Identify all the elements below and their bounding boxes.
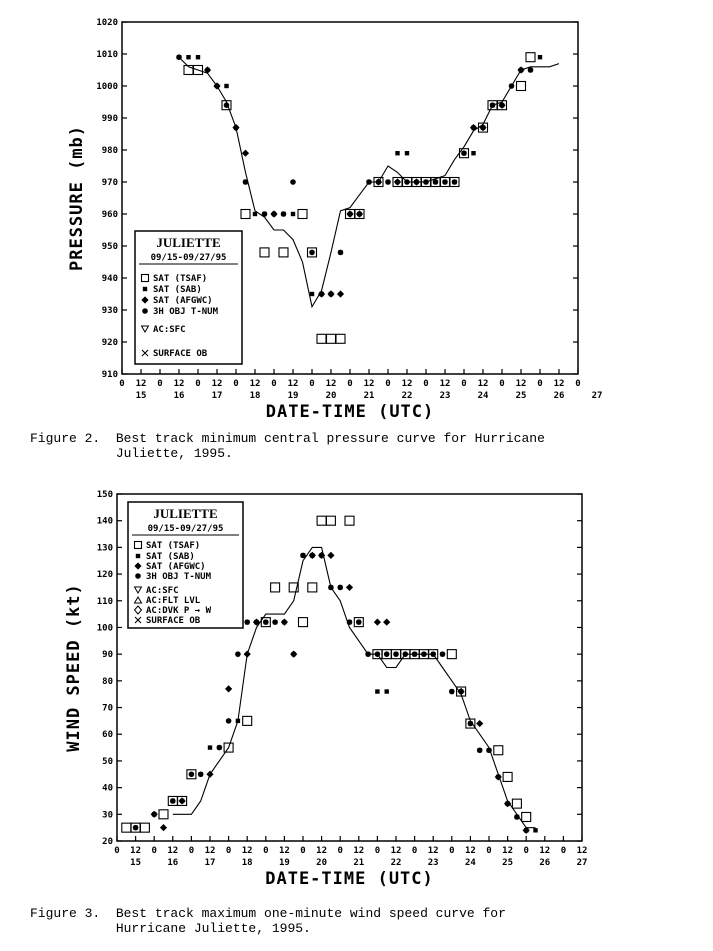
y-tick-label: 950 (101, 242, 118, 252)
x-tick-label-hour: 12 (553, 379, 565, 389)
x-tick-label-hour: 0 (309, 379, 315, 389)
tnum-marker (319, 291, 325, 297)
x-tick-label-day: 27 (576, 858, 588, 868)
x-tick-label-hour: 12 (515, 379, 527, 389)
x-tick-label-hour: 0 (195, 379, 201, 389)
legend-entry-label: SAT (AFGWC) (153, 296, 213, 306)
y-tick-label: 60 (102, 730, 113, 741)
sab-marker (395, 151, 399, 155)
tnum-marker (499, 102, 505, 108)
y-tick-label: 910 (101, 370, 118, 380)
tnum-marker (449, 689, 455, 695)
x-tick-label-hour: 12 (173, 379, 185, 389)
afgwc-marker (346, 584, 353, 591)
tnum-marker (319, 553, 325, 559)
tnum-marker (300, 553, 306, 559)
tnum-marker (468, 721, 474, 727)
legend-entry-label: SAT (AFGWC) (146, 562, 206, 572)
x-tick-label-day: 27 (591, 391, 603, 401)
x-tick-label-hour: 12 (278, 846, 290, 856)
tnum-marker (272, 619, 278, 625)
x-tick-label-hour: 0 (449, 846, 455, 856)
x-tick-label-hour: 0 (385, 379, 391, 389)
tsaf-marker (503, 772, 512, 781)
tnum-marker (337, 585, 343, 591)
y-tick-label: 110 (96, 596, 113, 607)
tnum-marker (235, 651, 241, 657)
x-tick-label-hour: 12 (353, 846, 365, 856)
y-tick-label: 30 (102, 810, 113, 821)
x-tick-label-hour: 0 (114, 846, 120, 856)
tsaf-marker (327, 334, 336, 343)
x-tick-label-hour: 12 (401, 379, 413, 389)
x-tick-label-hour: 0 (560, 846, 567, 856)
tnum-marker (233, 125, 239, 131)
x-tick-label-hour: 0 (523, 846, 529, 856)
y-tick-label: 920 (101, 338, 118, 348)
sab-marker (533, 828, 537, 832)
x-tick-label-hour: 0 (537, 379, 543, 389)
x-tick-label-hour: 0 (347, 379, 353, 389)
y-tick-label: 40 (102, 783, 113, 794)
x-tick-label-hour: 12 (241, 846, 253, 856)
x-tick-label-hour: 0 (486, 846, 492, 856)
x-tick-label-day: 16 (173, 391, 185, 401)
sab-marker (236, 719, 240, 723)
tnum-marker (226, 718, 232, 724)
tnum-marker (442, 179, 448, 185)
y-tick-label: 1000 (96, 82, 118, 92)
y-tick-label: 100 (96, 623, 113, 634)
sab-marker (196, 55, 200, 59)
legend-entry-label: 3H OBJ T-NUM (153, 307, 219, 317)
x-tick-label-hour: 12 (502, 846, 514, 856)
tnum-marker (452, 179, 458, 185)
tsaf-marker (122, 823, 131, 832)
x-tick-label-day: 25 (515, 391, 527, 401)
y-tick-label: 70 (102, 703, 113, 714)
tsaf-marker (308, 583, 317, 592)
tnum-marker (385, 179, 391, 185)
x-tick-label-day: 21 (363, 391, 375, 401)
tnum-marker (505, 801, 511, 807)
x-tick-label-day: 26 (553, 391, 565, 401)
x-tick-label-hour: 12 (204, 846, 216, 856)
y-axis-title: PRESSURE (mb) (67, 124, 87, 272)
x-tick-label-hour: 0 (461, 379, 467, 389)
tnum-marker (281, 211, 287, 217)
x-tick-label-day: 20 (325, 391, 337, 401)
legend-entry-label: SAT (TSAF) (146, 541, 201, 551)
tnum-marker (509, 83, 515, 89)
tsaf-marker (241, 210, 250, 219)
tnum-marker (528, 67, 534, 73)
tsaf-marker (494, 746, 503, 755)
tnum-marker (357, 211, 363, 217)
y-tick-label: 940 (101, 274, 118, 284)
sab-marker (291, 212, 295, 216)
legend-symbol (142, 308, 148, 314)
sab-marker (538, 55, 542, 59)
tnum-marker (404, 179, 410, 185)
x-tick-label-hour: 12 (363, 379, 375, 389)
legend-entry-label: SURFACE OB (153, 349, 208, 359)
y-tick-label: 960 (101, 210, 118, 220)
tsaf-marker (447, 650, 456, 659)
x-tick-label-day: 16 (167, 858, 179, 868)
legend-title: JULIETTE (153, 506, 218, 521)
tsaf-marker (317, 516, 326, 525)
x-tick-label-day: 20 (316, 858, 328, 868)
x-tick-label-hour: 12 (135, 379, 147, 389)
x-tick-label-hour: 0 (263, 846, 269, 856)
legend-symbol (135, 573, 141, 579)
tnum-marker (471, 125, 477, 131)
tnum-marker (243, 179, 249, 185)
tsaf-marker (299, 618, 308, 627)
x-axis-title: DATE-TIME (UTC) (265, 869, 434, 889)
x-tick-label-day: 22 (401, 391, 413, 401)
tnum-marker (291, 651, 297, 657)
tnum-marker (458, 689, 464, 695)
x-tick-label-day: 23 (439, 391, 451, 401)
tnum-marker (461, 150, 467, 156)
tsaf-marker (140, 823, 149, 832)
tnum-marker (271, 211, 277, 217)
tnum-marker (514, 814, 520, 820)
pressure-chart (0, 0, 713, 430)
legend-entry-label: AC:DVK P → W (146, 606, 212, 616)
tnum-marker (254, 619, 260, 625)
figure-3-caption: Figure 3. Best track maximum one-minute wind speed curve for Hurricane Juliette, 1995. (30, 906, 506, 936)
sab-marker (224, 84, 228, 88)
legend-dates: 09/15-09/27/95 (147, 524, 224, 534)
x-tick-label-day: 25 (502, 858, 514, 868)
legend-entry-label: SURFACE OB (146, 616, 201, 626)
x-tick-label-day: 23 (427, 858, 439, 868)
afgwc-marker (225, 685, 232, 692)
tnum-marker (433, 179, 439, 185)
legend-entry-label: AC:FLT LVL (146, 596, 201, 606)
x-tick-label-hour: 0 (337, 846, 343, 856)
y-tick-label: 50 (102, 756, 113, 767)
x-tick-label-hour: 12 (211, 379, 223, 389)
x-tick-label-day: 17 (211, 391, 223, 401)
y-tick-label: 970 (101, 178, 118, 188)
x-tick-label-day: 15 (135, 391, 147, 401)
x-tick-label-hour: 0 (300, 846, 306, 856)
tnum-marker (430, 651, 436, 657)
tnum-marker (395, 179, 401, 185)
tnum-marker (518, 67, 524, 73)
figure-2-caption: Figure 2. Best track minimum central pressure curve for Hurricane Juliette, 1995. (30, 431, 545, 461)
tnum-marker (263, 619, 269, 625)
tnum-marker (198, 771, 204, 777)
y-tick-label: 140 (96, 516, 113, 527)
afgwc-marker (160, 824, 167, 831)
y-tick-label: 150 (96, 490, 113, 500)
wind-speed-chart (0, 478, 713, 906)
tsaf-marker (317, 334, 326, 343)
tnum-marker (133, 825, 139, 831)
y-tick-label: 90 (102, 650, 113, 661)
x-tick-label-day: 19 (287, 391, 299, 401)
sab-marker (385, 689, 389, 693)
y-tick-label: 120 (96, 570, 113, 581)
tnum-marker (290, 179, 296, 185)
x-tick-label-hour: 0 (499, 379, 505, 389)
tnum-marker (523, 828, 529, 834)
tnum-marker (170, 798, 176, 804)
x-tick-label-hour: 12 (316, 846, 328, 856)
tnum-marker (309, 250, 315, 256)
x-tick-label-hour: 0 (225, 846, 232, 856)
tnum-marker (496, 774, 502, 780)
x-tick-label-day: 19 (278, 858, 290, 868)
afgwc-marker (179, 797, 186, 804)
legend-dates: 09/15-09/27/95 (150, 253, 227, 263)
tnum-marker (262, 211, 268, 217)
tnum-marker (440, 651, 446, 657)
x-tick-label-hour: 12 (477, 379, 489, 389)
afgwc-marker (374, 619, 381, 626)
x-tick-label-hour: 12 (464, 846, 476, 856)
tnum-marker (347, 211, 353, 217)
x-axis-title: DATE-TIME (UTC) (265, 402, 435, 422)
x-tick-label-hour: 12 (576, 846, 588, 856)
tnum-marker (412, 651, 418, 657)
x-tick-label-day: 21 (353, 858, 365, 868)
legend-symbol (136, 554, 140, 558)
x-tick-label-hour: 0 (151, 846, 157, 856)
afgwc-marker (337, 290, 344, 297)
legend-entry-label: AC:SFC (153, 325, 186, 335)
x-tick-label-hour: 0 (411, 846, 418, 856)
tnum-marker (423, 179, 429, 185)
tnum-marker (403, 651, 409, 657)
tnum-marker (384, 651, 390, 657)
tnum-marker (490, 102, 496, 108)
y-tick-label: 130 (96, 543, 113, 554)
sab-marker (405, 151, 409, 155)
x-tick-label-day: 17 (204, 858, 216, 868)
x-tick-label-hour: 0 (188, 846, 195, 856)
y-axis-title: WIND SPEED (kt) (64, 583, 84, 752)
afgwc-marker (383, 619, 390, 626)
x-tick-label-hour: 12 (427, 846, 439, 856)
x-tick-label-hour: 12 (325, 379, 337, 389)
x-tick-label-hour: 12 (439, 379, 451, 389)
tnum-marker (176, 54, 182, 60)
tnum-marker (366, 179, 372, 185)
x-tick-label-hour: 0 (271, 379, 277, 389)
x-tick-label-hour: 0 (157, 379, 163, 389)
y-tick-label: 20 (102, 837, 113, 847)
tnum-marker (310, 553, 316, 559)
y-tick-label: 930 (101, 306, 118, 316)
x-tick-label-day: 15 (130, 858, 142, 868)
y-tick-label: 980 (101, 146, 118, 156)
tnum-marker (414, 179, 420, 185)
tsaf-marker (512, 799, 521, 808)
afgwc-marker (281, 619, 288, 626)
afgwc-marker (244, 651, 251, 658)
tnum-marker (328, 585, 334, 591)
x-tick-label-hour: 12 (539, 846, 551, 856)
x-tick-label-hour: 12 (167, 846, 179, 856)
tsaf-marker (271, 583, 280, 592)
tsaf-marker (279, 248, 288, 257)
tnum-marker (375, 651, 381, 657)
y-tick-label: 990 (101, 114, 118, 124)
tnum-marker (244, 619, 250, 625)
x-tick-label-hour: 12 (249, 379, 261, 389)
tsaf-marker (326, 516, 335, 525)
sab-marker (310, 292, 314, 296)
tnum-marker (376, 179, 382, 185)
tnum-marker (393, 651, 399, 657)
tsaf-marker (243, 716, 252, 725)
x-tick-label-hour: 0 (119, 379, 125, 389)
legend-entry-label: AC:SFC (146, 586, 179, 596)
x-tick-label-hour: 0 (374, 846, 381, 856)
afgwc-marker (242, 150, 249, 157)
legend-symbol (143, 287, 147, 291)
tnum-marker (421, 651, 427, 657)
tsaf-marker (260, 248, 269, 257)
x-tick-label-day: 24 (464, 858, 476, 868)
tnum-marker (486, 747, 492, 753)
tsaf-marker (159, 810, 168, 819)
sab-marker (253, 212, 257, 216)
y-tick-label: 1020 (96, 18, 118, 28)
x-tick-label-day: 18 (241, 858, 253, 868)
tsaf-marker (526, 53, 535, 62)
tsaf-marker (336, 334, 345, 343)
y-tick-label: 1010 (96, 50, 118, 60)
tnum-marker (224, 102, 230, 108)
x-tick-label-hour: 0 (423, 379, 429, 389)
x-tick-label-day: 22 (390, 858, 402, 868)
tnum-marker (480, 125, 486, 131)
sab-marker (375, 689, 379, 693)
x-tick-label-hour: 12 (390, 846, 402, 856)
sab-marker (186, 55, 190, 59)
x-tick-label-hour: 0 (575, 379, 581, 389)
legend-entry-label: 3H OBJ T-NUM (146, 572, 212, 582)
tnum-marker (347, 619, 353, 625)
x-tick-label-hour: 12 (130, 846, 142, 856)
tnum-marker (217, 745, 223, 751)
x-tick-label-day: 18 (249, 391, 261, 401)
tnum-marker (214, 83, 220, 89)
tnum-marker (477, 747, 483, 753)
legend-entry-label: SAT (TSAF) (153, 274, 208, 284)
x-tick-label-hour: 12 (287, 379, 299, 389)
tnum-marker (356, 619, 362, 625)
afgwc-marker (476, 720, 483, 727)
x-tick-label-day: 24 (477, 391, 489, 401)
tsaf-marker (517, 82, 526, 91)
x-tick-label-hour: 0 (233, 379, 239, 389)
tnum-marker (338, 250, 344, 256)
sab-marker (208, 745, 212, 749)
legend-entry-label: SAT (SAB) (153, 285, 202, 295)
legend-entry-label: SAT (SAB) (146, 552, 195, 562)
afgwc-marker (206, 771, 213, 778)
tnum-marker (151, 812, 157, 818)
sab-marker (471, 151, 475, 155)
afgwc-marker (327, 552, 334, 559)
y-tick-label: 80 (102, 676, 113, 687)
x-tick-label-day: 26 (539, 858, 551, 868)
tsaf-marker (298, 210, 307, 219)
tsaf-marker (345, 516, 354, 525)
tnum-marker (189, 771, 195, 777)
tnum-marker (328, 291, 334, 297)
tsaf-marker (522, 812, 531, 821)
legend-title: JULIETTE (156, 235, 221, 250)
tnum-marker (365, 651, 371, 657)
